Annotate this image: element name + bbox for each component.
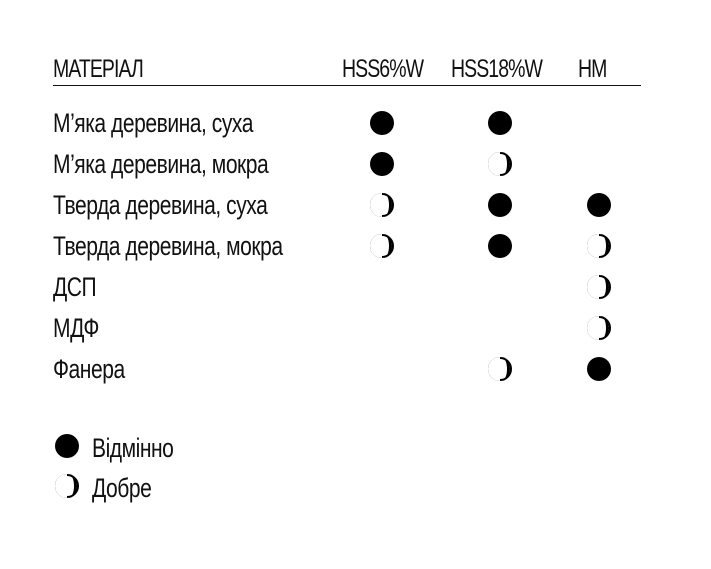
row-label: МДФ xyxy=(53,313,99,343)
filled-circle-icon xyxy=(488,193,512,217)
filled-circle-icon xyxy=(587,357,611,381)
header-hss6w: HSS6%W xyxy=(342,55,424,83)
legend-label-good: Добре xyxy=(92,473,152,503)
crescent-circle-icon xyxy=(488,357,512,381)
row-label: М’яка деревина, суха xyxy=(53,108,253,138)
table-body xyxy=(53,102,641,389)
crescent-circle-icon xyxy=(587,316,611,340)
filled-circle-icon xyxy=(488,111,512,135)
legend-label-excellent: Відмінно xyxy=(92,433,174,463)
table-row xyxy=(53,102,641,143)
row-label: Фанера xyxy=(53,354,125,384)
filled-circle-icon xyxy=(587,193,611,217)
filled-circle-icon xyxy=(55,434,79,458)
crescent-circle-icon xyxy=(370,234,394,258)
row-label: М’яка деревина, мокра xyxy=(53,149,269,179)
legend-item-excellent xyxy=(53,430,353,470)
filled-circle-icon xyxy=(370,111,394,135)
legend xyxy=(53,430,353,510)
legend-item-good xyxy=(53,470,353,510)
crescent-circle-icon xyxy=(370,193,394,217)
header-material: МАТЕРІАЛ xyxy=(53,55,143,83)
crescent-circle-icon xyxy=(587,234,611,258)
table-row xyxy=(53,143,641,184)
table-row xyxy=(53,225,641,266)
header-hss18w: HSS18%W xyxy=(451,55,542,83)
filled-circle-icon xyxy=(370,152,394,176)
crescent-circle-icon xyxy=(587,275,611,299)
table-row xyxy=(53,348,641,389)
table-row xyxy=(53,184,641,225)
row-label: Тверда деревина, мокра xyxy=(53,231,283,261)
row-label: Тверда деревина, суха xyxy=(53,190,268,220)
filled-circle-icon xyxy=(488,234,512,258)
header-hm: HM xyxy=(578,55,607,83)
table-row xyxy=(53,266,641,307)
crescent-circle-icon xyxy=(488,152,512,176)
table-row xyxy=(53,307,641,348)
row-label: ДСП xyxy=(53,272,97,302)
table-header xyxy=(53,52,641,86)
crescent-circle-icon xyxy=(55,474,79,498)
